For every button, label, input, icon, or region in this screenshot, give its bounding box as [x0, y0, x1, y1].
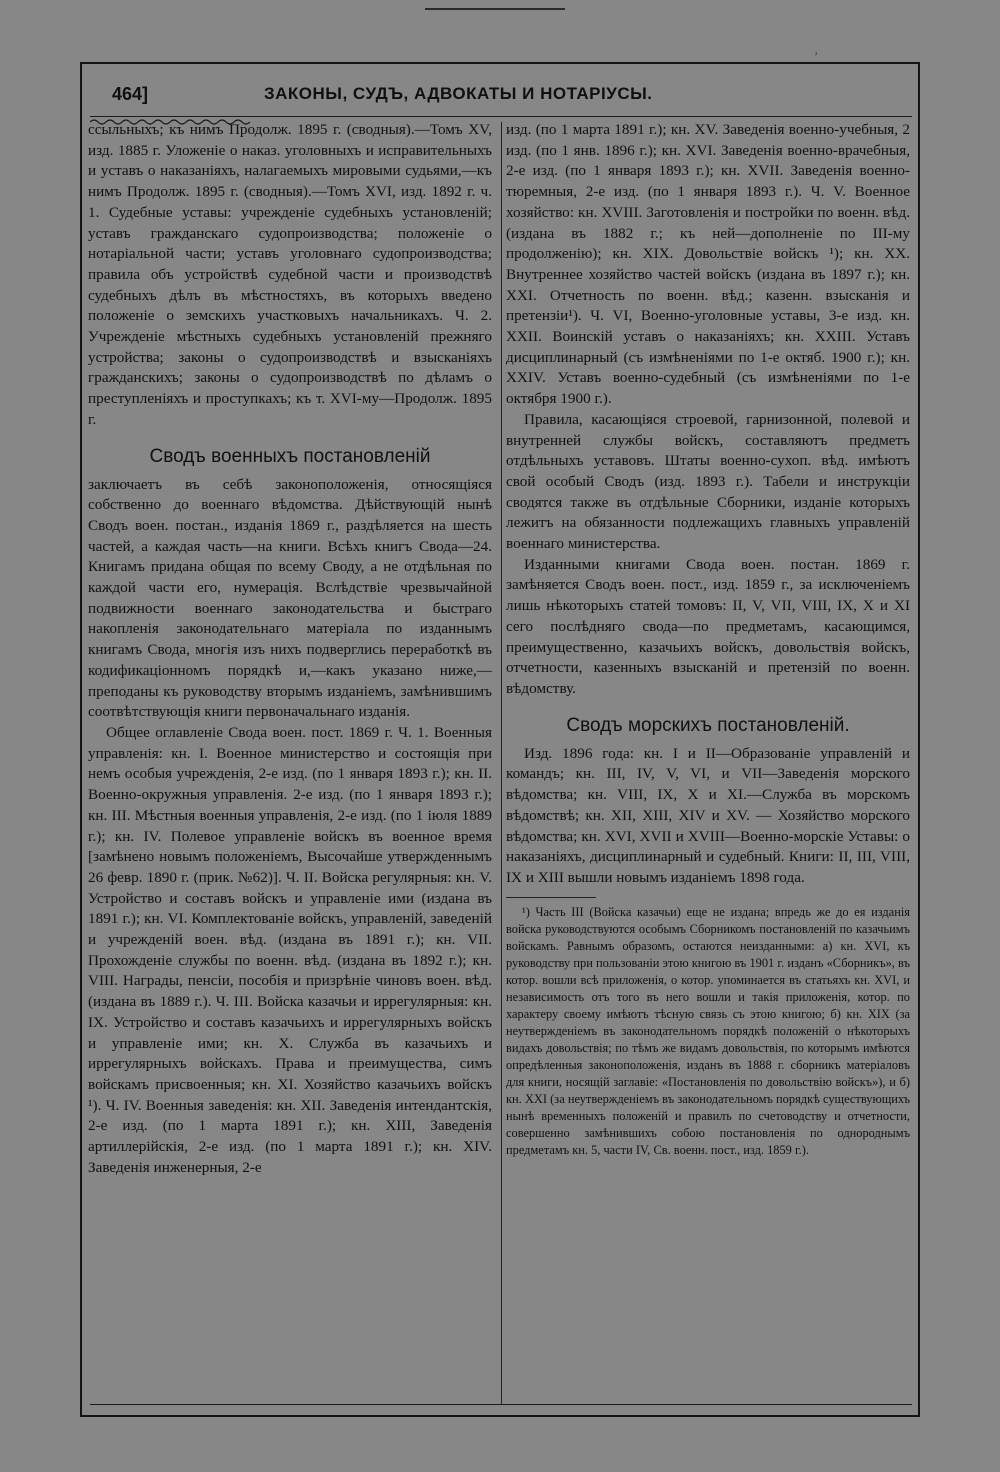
header-rule	[90, 116, 912, 117]
section-heading-naval: Сводъ морскихъ постановленій.	[566, 714, 850, 736]
page-number: 464]	[112, 84, 149, 104]
left-paragraph-3: Общее оглавленіе Свода воен. пост. 1869 г. Ч. 1. Военныя управленія: кн. I. Военное министерство и состоящія при немъ особыя учрежденія, 2-е изд. (по 1 января 1893 г.); кн. II. Военно-окружныя управленія. 2-е изд. (по 1 января 1893 г.); кн. III. Мѣстныя военныя управленія, 2-е изд. (по 1 іюля 1889 г.); кн. IV. Полевое управленіе войскъ въ военное время [замѣнено новымъ положеніемъ, Высочайше утвержденнымъ 26 февр. 1890 г. (прик. №62)]. Ч. II. Войска регулярныя: кн. V. Устройство и составъ войскъ и управленіе ими (издана въ 1891 г.); кн. VI. Комплектованіе войскъ, управленій, заведеній и учрежденій воен. вѣд. (издана въ 1891 г.); кн. VII. Прохожденіе службы по военн. вѣд. (издана въ 1892 г.); кн. VIII. Награды, пенсіи, пособія и призрѣніе чиновъ воен. вѣд. (издана въ 1889 г.). Ч. III. Войска казачьи и иррегулярныя: кн. IX. Устройство и составъ казачьихъ и иррегулярныхъ войскъ и управленіе ими; кн. X. Служба въ казачьихъ и иррегулярныхъ войскахъ. Права и преимущества, симъ войскамъ присвоенныя; кн. XI. Хозяйство казачьихъ войскъ ¹). Ч. IV. Военныя заведенія: кн. XII. Заведенія интендантскія, 2-е изд. (по 1 марта 1891 г.); кн. XIII, Заведенія артиллерійскія, 2-е изд. (по 1 марта 1891 г.); кн. XIV. Заведенія инженерныя, 2-е	[88, 723, 492, 1176]
column-divider	[501, 122, 502, 1404]
bottom-rule	[90, 1404, 912, 1405]
top-edge-mark	[425, 8, 565, 10]
footnote-rule	[506, 897, 596, 898]
left-column	[88, 120, 492, 1178]
left-paragraph-1: ссыльныхъ; къ нимъ Продолж. 1895 г. (сводныя).—Томъ XV, изд. 1885 г. Уложеніе о наказ. уголовныхъ и исправительныхъ и уставъ о наказаніяхъ, налагаемыхъ мировыми судьями,—къ нимъ Продолж. 1895 г. (сводныя).—Томъ XVI, изд. 1892 г. ч. 1. Судебные уставы: учрежденіе судебныхъ установленій; уставъ гражданскаго судопроизводства; положеніе о нотаріальной части; уставъ уголовнаго судопроизводства; правила объ устройствѣ судебной части и производствѣ судебныхъ дѣлъ въ мѣстностяхъ, въ которыхъ введено положеніе о земскихъ участковыхъ начальникахъ. Ч. 2. Учрежденіе мѣстныхъ судебныхъ установленій прежняго устройства; законы о судопроизводствѣ и взысканіяхъ гражданскихъ; законы о судопроизводствѣ по дѣламъ о преступленіяхъ и проступкахъ; къ т. XVI-му—Продолж. 1895 г.	[88, 121, 492, 428]
right-paragraph-2: Правила, касающіяся строевой, гарнизонной, полевой и внутренней службы войскъ, составляютъ предметъ отдѣльныхъ уставовъ. Штаты военно-сухоп. вѣд. имѣютъ свой особый Сводъ (изд. 1893 г.). Табели и инструкціи сводятся также въ отдѣльные Сборники, изданіе которыхъ лежитъ на обязанности подлежащихъ главныхъ управленій военнаго министерства.	[506, 410, 910, 553]
right-paragraph-4: Изд. 1896 года: кн. I и II—Образованіе управленій и командъ; кн. III, IV, V, VI, и VII—Заведенія морского вѣдомства; кн. VIII, IX, X и XI.—Служба въ морскомъ вѣдомствѣ; кн. XII, XIII, XIV и XV. — Хозяйство морского вѣдомства; кн. XVI, XVII и XVIII—Военно-морскіе Уставы: о наказаніяхъ, дисциплинарный и судебный. Книги: II, III, VIII, IX и XIII вышли новымъ изданіемъ 1898 года.	[506, 744, 910, 886]
section-heading-military: Сводъ военныхъ постановленій	[149, 445, 431, 467]
margin-tick-mark: ′	[815, 50, 818, 64]
left-paragraph-2: заключаетъ въ себѣ законоположенія, относящіяся собственно до военнаго вѣдомства. Дѣйствующій нынѣ Сводъ воен. постан., изданія 1869 г., раздѣляется на шесть частей, а каждая часть—на книги. Всѣхъ книгъ Свода—24. Книгамъ придана общая по всему Своду, а не отдѣльная по каждой части его, нумерація. Вслѣдствіе чрезвычайной подвижности военнаго законодательства и быстраго накопленія законодательнаго матеріала по изданнымъ книгамъ Свода, многія изъ нихъ подверглись переработкѣ въ кодификаціонномъ порядкѣ и,—какъ указано ниже,—преподаны къ руководству вторымъ изданіемъ, замѣнившимъ соотвѣтствующія книги первоначальнаго изданія.	[88, 475, 492, 721]
footnote	[506, 904, 910, 1159]
running-header	[112, 80, 902, 114]
running-title: ЗАКОНЫ, СУДЪ, АДВОКАТЫ И НОТАРІУСЫ.	[264, 84, 653, 103]
right-paragraph-1: изд. (по 1 марта 1891 г.); кн. XV. Заведенія военно-учебныя, 2 изд. (по 1 янв. 1896 г.); кн. XVI. Заведенія военно-врачебныя, 2-е изд. (по 1 января 1893 г.); кн. XVII. Заведенія военно-тюремныя, 2-е изд. (по 1 января 1893 г.). Ч. V. Военное хозяйство: кн. XVIII. Заготовленія и постройки по военн. вѣд. (издана въ 1882 г.; къ ней—дополненіе по III-му продолженію); кн. XIX. Довольствіе войскъ ¹); кн. XX. Внутреннее хозяйство частей войскъ (издана въ 1897 г.); кн. XXI. Отчетность по военн. вѣд.; казенн. взысканія и претензіи¹). Ч. VI, Военно-уголовные уставы, 3-е изд. кн. XXII. Воинскій уставъ о наказаніяхъ; кн. XXIII. Уставъ дисциплинарный (съ измѣненіями по 1-е октяб. 1900 г.); кн. XXIV. Уставъ военно-судебный (съ измѣненіями по 1-е октября 1900 г.).	[506, 121, 910, 408]
right-paragraph-3: Изданными книгами Свода воен. постан. 1869 г. замѣняется Сводъ воен. пост., изд. 1859 г., за исключеніемъ лишь нѣкоторыхъ статей томовъ: II, V, VII, VIII, IX, X и XI сего послѣдняго свода—по предметамъ, касающимся, преимущественно, казачьихъ войскъ, довольствія войскъ, отчетности, казенныхъ взысканій и претензій по военн. вѣдомству.	[506, 555, 910, 697]
right-column	[506, 120, 910, 1159]
footnote-text: ¹) Часть III (Войска казачьи) еще не издана; впредь же до ея изданія войска руководствуются особымъ Сборникомъ постановленій по казачьимъ войскамъ. Равнымъ образомъ, остаются неизданными: а) кн. XVI, къ руководству при пользованіи этою книгою въ 1901 г. изданъ «Сборникъ», въ котор. вошли всѣ приложенія, о котор. упоминается въ статьяхъ кн. XVI, и независимость отъ того въ него вошли и такія приложенія, котор. по характеру своему имѣютъ тѣсную связь съ этою книгою; б) кн. XIX (за неутвержденіемъ въ законодательномъ порядкѣ положеній о нѣкоторыхъ видахъ довольствія; по тѣмъ же видамъ довольствія, по которымъ имѣются опредѣленныя законоположенія, изданъ въ 1888 г. сборникъ матеріаловъ для книги, носящій заглавіе: «Постановленія по довольствію войскъ»), и б) кн. XXI (за неутвержденіемъ въ законодательномъ порядкѣ существующихъ нынѣ временныхъ положеній и правилъ по счетоводству и отчетности, совершенно замѣнившихъ собою постановленія по однороднымъ предметамъ кн. 5, части IV, Св. военн. пост., изд. 1859 г.).	[506, 904, 910, 1157]
